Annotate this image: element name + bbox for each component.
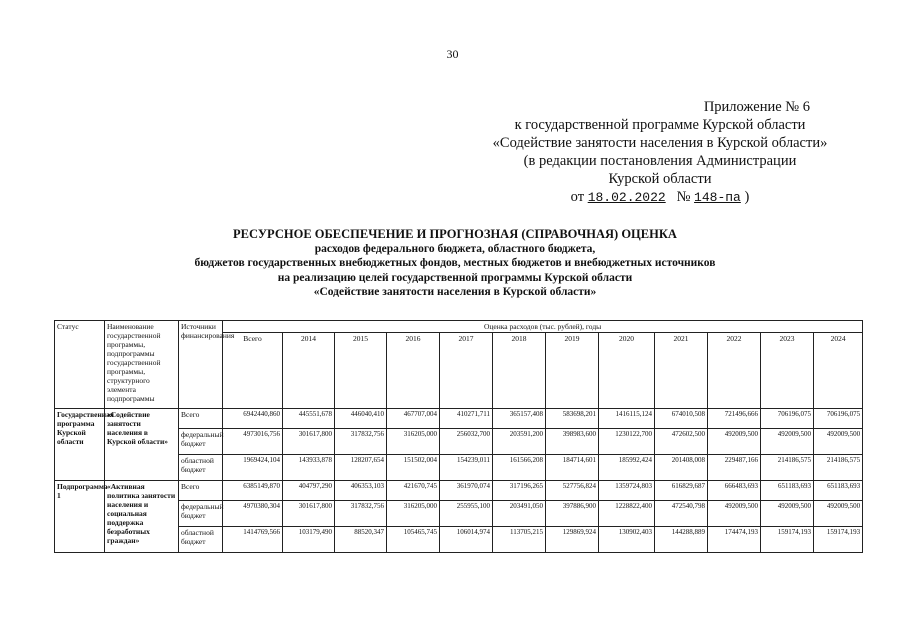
row-source: областной бюджет [179, 455, 223, 481]
row-name: «Активная политика занятости населения и социальная поддержка безработных граждан» [105, 481, 179, 553]
cell-value: 317832,756 [335, 429, 387, 455]
appendix-line-1: к государственной программе Курской области [514, 117, 806, 133]
cell-value: 616829,687 [655, 481, 708, 501]
cell-value: 203591,200 [493, 429, 546, 455]
row-source: федеральный бюджет [179, 429, 223, 455]
closing-paren: ) [744, 189, 750, 205]
heading-line-5: «Содействие занятости населения в Курской области» [313, 286, 597, 298]
row-status: Государственная программа Курской области [55, 409, 105, 481]
cell-value: 185992,424 [599, 455, 655, 481]
cell-value: 317196,265 [493, 481, 546, 501]
cell-value: 492009,500 [761, 429, 814, 455]
cell-value: 129869,924 [546, 527, 599, 553]
cell-value: 105465,745 [387, 527, 440, 553]
appendix-block [470, 98, 850, 207]
cell-value: 651183,693 [761, 481, 814, 501]
appendix-line-4: Курской области [608, 171, 712, 187]
cell-value: 113705,215 [493, 527, 546, 553]
header-source: Источники финансирования [179, 321, 223, 409]
cell-value: 144288,889 [655, 527, 708, 553]
cell-value: 130902,403 [599, 527, 655, 553]
cell-value: 467707,004 [387, 409, 440, 429]
cell-total: 4973016,756 [223, 429, 283, 455]
cell-value: 88520,347 [335, 527, 387, 553]
cell-value: 159174,193 [814, 527, 863, 553]
row-status: Подпрограмма 1 [55, 481, 105, 553]
cell-value: 365157,408 [493, 409, 546, 429]
cell-value: 492009,500 [814, 429, 863, 455]
header-year: 2017 [440, 333, 493, 409]
resource-table [54, 320, 863, 553]
cell-value: 446040,410 [335, 409, 387, 429]
cell-value: 706196,075 [761, 409, 814, 429]
cell-value: 229487,166 [708, 455, 761, 481]
header-year: 2022 [708, 333, 761, 409]
row-source: областной бюджет [179, 527, 223, 553]
appendix-line-3: (в редакции постановления Администрации [523, 153, 797, 169]
cell-value: 128207,654 [335, 455, 387, 481]
cell-value: 721496,666 [708, 409, 761, 429]
cell-value: 1228822,400 [599, 501, 655, 527]
cell-total: 1969424,104 [223, 455, 283, 481]
cell-value: 492009,500 [761, 501, 814, 527]
cell-value: 316205,000 [387, 501, 440, 527]
cell-value: 161566,208 [493, 455, 546, 481]
cell-value: 255955,100 [440, 501, 493, 527]
cell-value: 706196,075 [814, 409, 863, 429]
date-prefix: от [570, 189, 585, 205]
header-estimate: Оценка расходов (тыс. рублей), годы [223, 321, 863, 333]
cell-value: 421670,745 [387, 481, 440, 501]
header-year: 2020 [599, 333, 655, 409]
header-name: Наименование государственной программы, подпрограммы государственной программы, структурного элемента подпрограммы [105, 321, 179, 409]
header-total: Всего [223, 333, 283, 409]
table-row [55, 409, 863, 429]
document-heading [100, 227, 810, 300]
cell-total: 4970380,304 [223, 501, 283, 527]
cell-value: 404797,290 [283, 481, 335, 501]
header-year: 2018 [493, 333, 546, 409]
row-source: Всего [179, 409, 223, 429]
cell-value: 406353,103 [335, 481, 387, 501]
cell-value: 201408,008 [655, 455, 708, 481]
row-source: Всего [179, 481, 223, 501]
row-source: федеральный бюджет [179, 501, 223, 527]
cell-value: 472540,798 [655, 501, 708, 527]
cell-value: 472602,500 [655, 429, 708, 455]
cell-value: 316205,000 [387, 429, 440, 455]
cell-value: 527756,824 [546, 481, 599, 501]
header-year: 2024 [814, 333, 863, 409]
header-year: 2023 [761, 333, 814, 409]
cell-value: 492009,500 [708, 429, 761, 455]
heading-line-3: бюджетов государственных внебюджетных фондов, местных бюджетов и внебюджетных источников [194, 257, 716, 269]
row-name: «Содействие занятости населения в Курской области» [105, 409, 179, 481]
header-year: 2019 [546, 333, 599, 409]
header-year: 2021 [655, 333, 708, 409]
cell-value: 1230122,700 [599, 429, 655, 455]
cell-value: 398983,600 [546, 429, 599, 455]
cell-value: 159174,193 [761, 527, 814, 553]
cell-total: 1414769,566 [223, 527, 283, 553]
cell-value: 397886,900 [546, 501, 599, 527]
cell-value: 492009,500 [814, 501, 863, 527]
heading-line-1: РЕСУРСНОЕ ОБЕСПЕЧЕНИЕ И ПРОГНОЗНАЯ (СПРАВОЧНАЯ) ОЦЕНКА [233, 227, 677, 241]
cell-value: 583698,201 [546, 409, 599, 429]
cell-value: 203491,050 [493, 501, 546, 527]
header-status: Статус [55, 321, 105, 409]
cell-value: 301617,800 [283, 429, 335, 455]
cell-value: 106014,974 [440, 527, 493, 553]
cell-value: 361970,074 [440, 481, 493, 501]
cell-value: 143933,878 [283, 455, 335, 481]
cell-value: 301617,800 [283, 501, 335, 527]
cell-value: 174474,193 [708, 527, 761, 553]
cell-value: 410271,711 [440, 409, 493, 429]
cell-total: 6942440,860 [223, 409, 283, 429]
cell-value: 184714,601 [546, 455, 599, 481]
header-year: 2014 [283, 333, 335, 409]
header-year: 2015 [335, 333, 387, 409]
heading-line-4: на реализацию целей государственной программы Курской области [277, 271, 633, 284]
decree-date: 18.02.2022 [587, 190, 666, 205]
appendix-title: Приложение № 6 [703, 99, 810, 115]
table-row [55, 481, 863, 501]
cell-value: 154239,011 [440, 455, 493, 481]
cell-value: 1359724,803 [599, 481, 655, 501]
page-number: 30 [446, 47, 459, 61]
cell-value: 214186,575 [814, 455, 863, 481]
cell-value: 1416115,124 [599, 409, 655, 429]
cell-value: 492009,500 [708, 501, 761, 527]
cell-value: 256032,700 [440, 429, 493, 455]
header-year: 2016 [387, 333, 440, 409]
heading-line-2: расходов федерального бюджета, областного бюджета, [314, 242, 596, 255]
number-prefix: № [676, 189, 691, 205]
cell-value: 103179,490 [283, 527, 335, 553]
cell-total: 6385149,870 [223, 481, 283, 501]
cell-value: 214186,575 [761, 455, 814, 481]
cell-value: 317832,756 [335, 501, 387, 527]
appendix-line-2: «Содействие занятости населения в Курской области» [492, 135, 828, 151]
appendix-date-line [470, 188, 850, 207]
cell-value: 445551,678 [283, 409, 335, 429]
cell-value: 651183,693 [814, 481, 863, 501]
cell-value: 666483,693 [708, 481, 761, 501]
decree-number: 148-па [694, 190, 741, 205]
cell-value: 674010,508 [655, 409, 708, 429]
cell-value: 151502,004 [387, 455, 440, 481]
